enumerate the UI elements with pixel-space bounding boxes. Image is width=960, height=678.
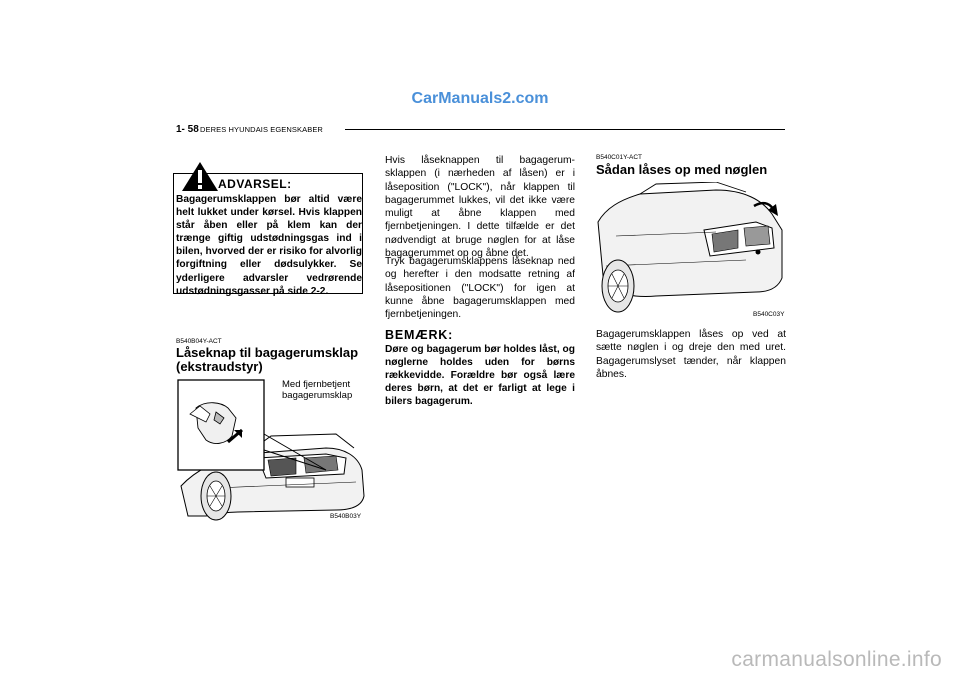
section-title-right: Sådan låses op med nøglen: [596, 162, 768, 177]
section-code-left: B540B04Y-ACT: [176, 338, 222, 345]
watermark-carmanuals2: CarManuals2.com: [411, 90, 549, 107]
watermark-carmanualsonline: carmanualsonline.info: [731, 648, 942, 671]
warning-triangle-icon: [181, 161, 219, 192]
figure-code-right: B540C03Y: [753, 311, 785, 318]
right-paragraph: Bagagerumsklappen låses op ved at sætte nøglen i og dreje den med uret. Bagagerumslyset tænder, når klappen åbnes.: [596, 329, 786, 380]
note-text: Døre og bagagerum bør holdes låst, og nøglerne holdes uden for børns rækkevidde. Forældre bør også lære deres børn, at det er farligt at lege i bilers bagagerum.: [385, 344, 575, 408]
section-code-right: B540C01Y-ACT: [596, 154, 643, 161]
header-rule: [345, 129, 785, 130]
section-title-left-line2: (ekstraudstyr): [176, 359, 263, 374]
figure-code-left: B540B03Y: [330, 513, 362, 520]
header-title: DERES HYUNDAIS EGENSKABER: [200, 125, 323, 134]
warning-heading: ADVARSEL:: [218, 177, 292, 191]
page-number: 1- 58: [176, 124, 199, 135]
section-title-left-line1: Låseknap til bagagerumsklap: [176, 345, 359, 360]
car-trunk-key-illustration-icon: [596, 182, 788, 320]
middle-paragraph-2: Tryk bagagerumsklappens låseknap ned og herefter i den modsatte retning af låsepositionen ("LOCK") for igen at kunne åbne bagagerumsklappen med fjernbetjeningen.: [385, 256, 575, 321]
callout-line2: bagagerumsklap: [282, 390, 353, 401]
note-heading: BEMÆRK:: [385, 328, 454, 342]
middle-paragraph: Hvis låseknappen til bagagerum-sklappen (i nærheden af låsen) er i låseposition ("LOCK"), når klappen til bagagerummet lukkes, vil det ikke være muligt at åbne klappen med fjernbetjeningen. I dette tilfælde er det nødvendigt at bruge nøglen for at låse bagagerummet op og åbne det.: [385, 155, 575, 260]
warning-text: Bagagerumsklappen bør altid være helt lukket under kørsel. Hvis klappen står åben eller på klem kan der trænge giftig udstødningsgas ind i bilen, hvorved der er risiko for alvorlig forgiftning eller dødsulykker. Se yderligere advarsler vedrørende udstødningsgasser på side 2-2.: [176, 194, 362, 297]
callout-line1: Med fjernbetjent: [282, 379, 351, 390]
